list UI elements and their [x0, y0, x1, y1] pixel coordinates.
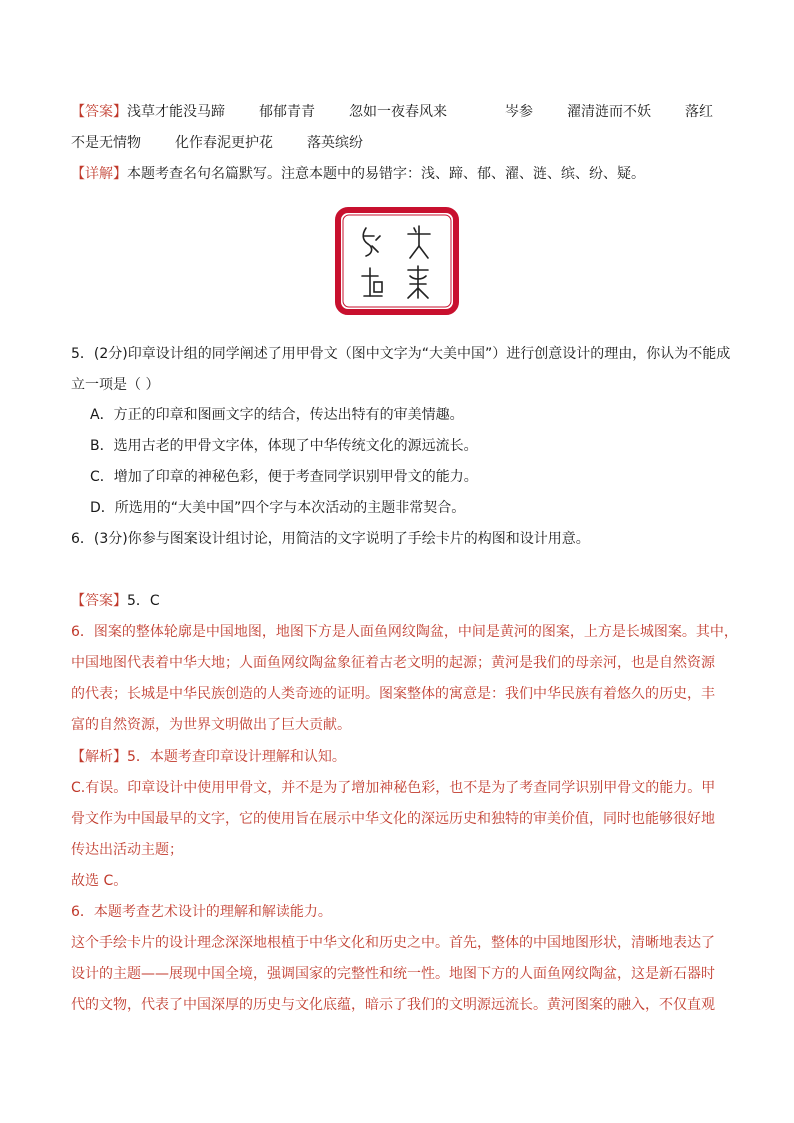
answer-item: 濯清涟而不妖 [567, 104, 651, 120]
analysis-q5-line-3: 传达出活动主题； [71, 842, 183, 858]
question-5-option-a: A．方正的印章和图画文字的结合，传达出特有的审美情趣。 [90, 407, 464, 423]
detail-text: 本题考查名句名篇默写。注意本题中的易错字：浅、蹄、郁、濯、涟、缤、纷、疑。 [127, 166, 645, 182]
question-5-line-2: 立一项是（ ） [71, 377, 160, 393]
answer-item: 郁郁青青 [259, 104, 315, 120]
answer2-q6-text: 富的自然资源，为世界文明做出了巨大贡献。 [71, 717, 351, 733]
analysis-q5-head: 5．本题考查印章设计理解和认知。 [127, 749, 346, 765]
answer2-q6-line-4 [71, 716, 351, 734]
question-5-option-b: B．选用古老的甲骨文字体，体现了中华传统文化的源远流长。 [90, 438, 478, 454]
answer-item: 落英缤纷 [307, 135, 363, 151]
answer-item: 忽如一夜春风来 [349, 104, 447, 120]
answer-line-1 [71, 103, 713, 121]
answer2-q6-text: 的代表；长城是中华民族创造的人类奇迹的证明。图案整体的寓意是：我们中华民族有着悠久的历史，丰 [71, 686, 715, 702]
answer-item: 浅草才能没马蹄 [127, 104, 225, 120]
question-5-option-d: D．所选用的“大美中国”四个字与本次活动的主题非常契合。 [90, 500, 466, 516]
question-5-line-1: 5．(2分)印章设计组的同学阐述了用甲骨文（图中文字为“大美中国”）进行创意设计的理由，你认为不能成 [71, 346, 731, 362]
answer-line-2 [71, 134, 363, 152]
analysis-q6-line-3: 代的文物，代表了中国深厚的历史与文化底蕴，暗示了我们的文明源远流长。黄河图案的融入，不仅直观 [71, 997, 715, 1013]
answer2-q6-line-2 [71, 654, 715, 672]
answer-item: 不是无情物 [71, 135, 141, 151]
answer-tag: 【答案】 [71, 104, 127, 120]
analysis-q6-line-2: 设计的主题——展现中国全境，强调国家的完整性和统一性。地图下方的人面鱼网纹陶盆，这是新石器时 [71, 966, 715, 982]
answer2-q6-text: 6．图案的整体轮廓是中国地图，地图下方是人面鱼网纹陶盆，中间是黄河的图案，上方是长城图案。其中， [71, 624, 738, 640]
answer2-q5: 5．C [127, 593, 160, 609]
answer-item: 岑参 [505, 104, 533, 120]
answer2-line [71, 592, 160, 610]
question-5-option-c: C．增加了印章的神秘色彩，便于考查同学识别甲骨文的能力。 [90, 469, 478, 485]
detail-line [71, 165, 645, 183]
answer2-q6-text: 中国地图代表着中华大地；人面鱼网纹陶盆象征着古老文明的起源；黄河是我们的母亲河，也是自然资源 [71, 655, 715, 671]
analysis-head-line [71, 748, 346, 766]
analysis-q6-line-1: 这个手绘卡片的设计理念深深地根植于中华文化和历史之中。首先，整体的中国地图形状，清晰地表达了 [71, 935, 715, 951]
analysis-q5-line-4: 故选 C。 [71, 873, 128, 889]
analysis-q5-line-2: 骨文作为中国最早的文字，它的使用旨在展示中华文化的深远历史和独特的审美价值，同时也能够很好地 [71, 811, 715, 827]
answer2-q6-line-3 [71, 685, 715, 703]
answer2-tag: 【答案】 [71, 593, 127, 609]
analysis-q6-head: 6．本题考查艺术设计的理解和解读能力。 [71, 904, 332, 920]
answer2-q6-line-1 [71, 623, 738, 641]
question-6-line: 6．(3分)你参与图案设计组讨论，用简洁的文字说明了手绘卡片的构图和设计用意。 [71, 531, 590, 547]
analysis-tag: 【解析】 [71, 749, 127, 765]
answer-item: 化作春泥更护花 [175, 135, 273, 151]
detail-tag: 【详解】 [71, 166, 127, 182]
answer-item: 落红 [685, 104, 713, 120]
analysis-q5-line-1: C.有误。印章设计中使用甲骨文，并不是为了增加神秘色彩，也不是为了考查同学识别甲骨文的能力。甲 [71, 780, 716, 796]
oracle-bone-seal-image [334, 206, 460, 316]
